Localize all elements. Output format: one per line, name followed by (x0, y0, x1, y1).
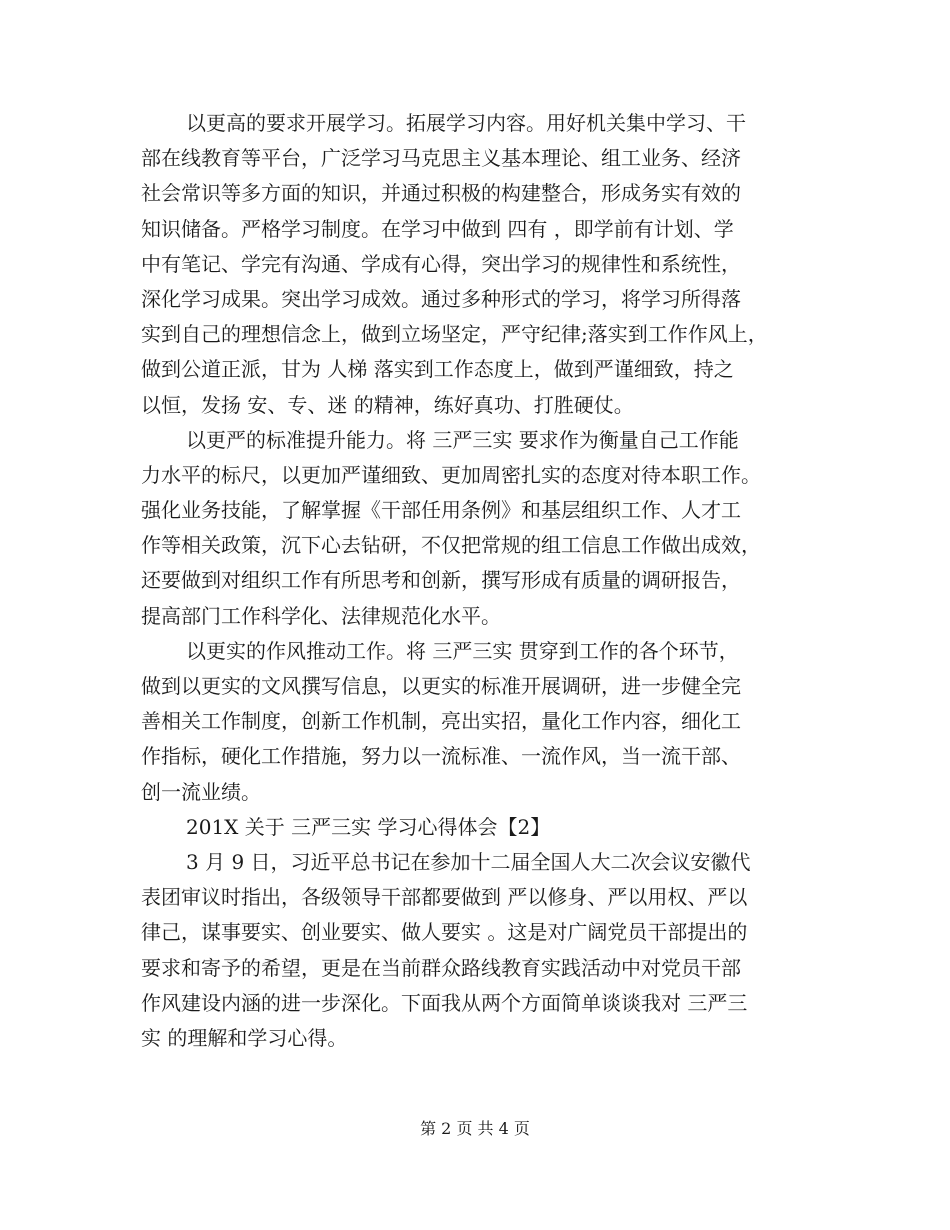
paragraph-line: 以更严的标准提升能力。将 三严三实 要求作为衡量自己工作能 (186, 427, 739, 452)
paragraph-line: 社会常识等多方面的知识，并通过积极的构建整合，形成务实有效的 (141, 181, 741, 206)
paragraph-line: 作风建设内涵的进一步深化。下面我从两个方面简单谈谈我对 三严三 (141, 990, 748, 1015)
paragraph-line: 表团审议时指出，各级领导干部都要做到 严以修身、严以用权、严以 (141, 885, 748, 910)
paragraph-line: 做到以更实的文风撰写信息，以更实的标准开展调研，进一步健全完 (141, 674, 741, 698)
paragraph-line: 做到公道正派，甘为 人梯 落实到工作态度上，做到严谨细致，持之 (141, 357, 734, 382)
paragraph-line: 知识储备。严格学习制度。在学习中做到 四有 ，即学前有计划、学 (141, 216, 734, 241)
paragraph-line: 作等相关政策，沉下心去钻研，不仅把常规的组工信息工作做出成效， (141, 533, 761, 558)
paragraph-line: 深化学习成果。突出学习成效。通过多种形式的学习，将学习所得落 (141, 286, 741, 311)
section-heading: 201X 关于 三严三实 学习心得体会【2】 (186, 814, 551, 839)
document-body (141, 106, 821, 1056)
paragraph-line: 中有笔记、学完有沟通、学成有心得，突出学习的规律性和系统性， (141, 251, 741, 276)
paragraph-line: 实 的理解和学习心得。 (141, 1025, 348, 1050)
paragraph-line: 实到自己的理想信念上，做到立场坚定，严守纪律;落实到工作作风上， (141, 322, 768, 347)
paragraph-line: 还要做到对组织工作有所思考和创新，撰写形成有质量的调研报告， (141, 568, 741, 593)
paragraph-line: 力水平的标尺，以更加严谨细致、更加周密扎实的态度对待本职工作。 (141, 462, 761, 487)
paragraph-line: 作指标，硬化工作措施，努力以一流标准、一流作风，当一流干部、 (141, 744, 741, 769)
paragraph-line: 创一流业绩。 (141, 779, 261, 804)
paragraph-line: 以更高的要求开展学习。拓展学习内容。用好机关集中学习、干 (186, 111, 746, 135)
paragraph-line: 以更实的作风推动工作。将 三严三实 贯穿到工作的各个环节， (186, 638, 739, 663)
page-number-footer: 第 2 页 共 4 页 (420, 1119, 530, 1138)
paragraph-line: 要求和寄予的希望，更是在当前群众路线教育实践活动中对党员干部 (141, 955, 741, 980)
paragraph-line: 律己，谋事要实、创业要实、做人要实 。这是对广阔党员干部提出的 (141, 920, 748, 945)
paragraph-line: 强化业务技能，了解掌握《干部任用条例》和基层组织工作、人才工 (141, 498, 741, 523)
paragraph-line: 提高部门工作科学化、法律规范化水平。 (141, 603, 501, 628)
paragraph-line: 3 月 9 日，习近平总书记在参加十二届全国人大二次会议安徽代 (186, 849, 751, 874)
paragraph-line: 部在线教育等平台，广泛学习马克思主义基本理论、组工业务、经济 (141, 146, 741, 171)
paragraph-line: 以恒，发扬 安、专、迷 的精神，练好真功、打胜硬仗。 (141, 392, 634, 417)
paragraph-line: 善相关工作制度，创新工作机制，亮出实招，量化工作内容，细化工 (141, 709, 741, 734)
